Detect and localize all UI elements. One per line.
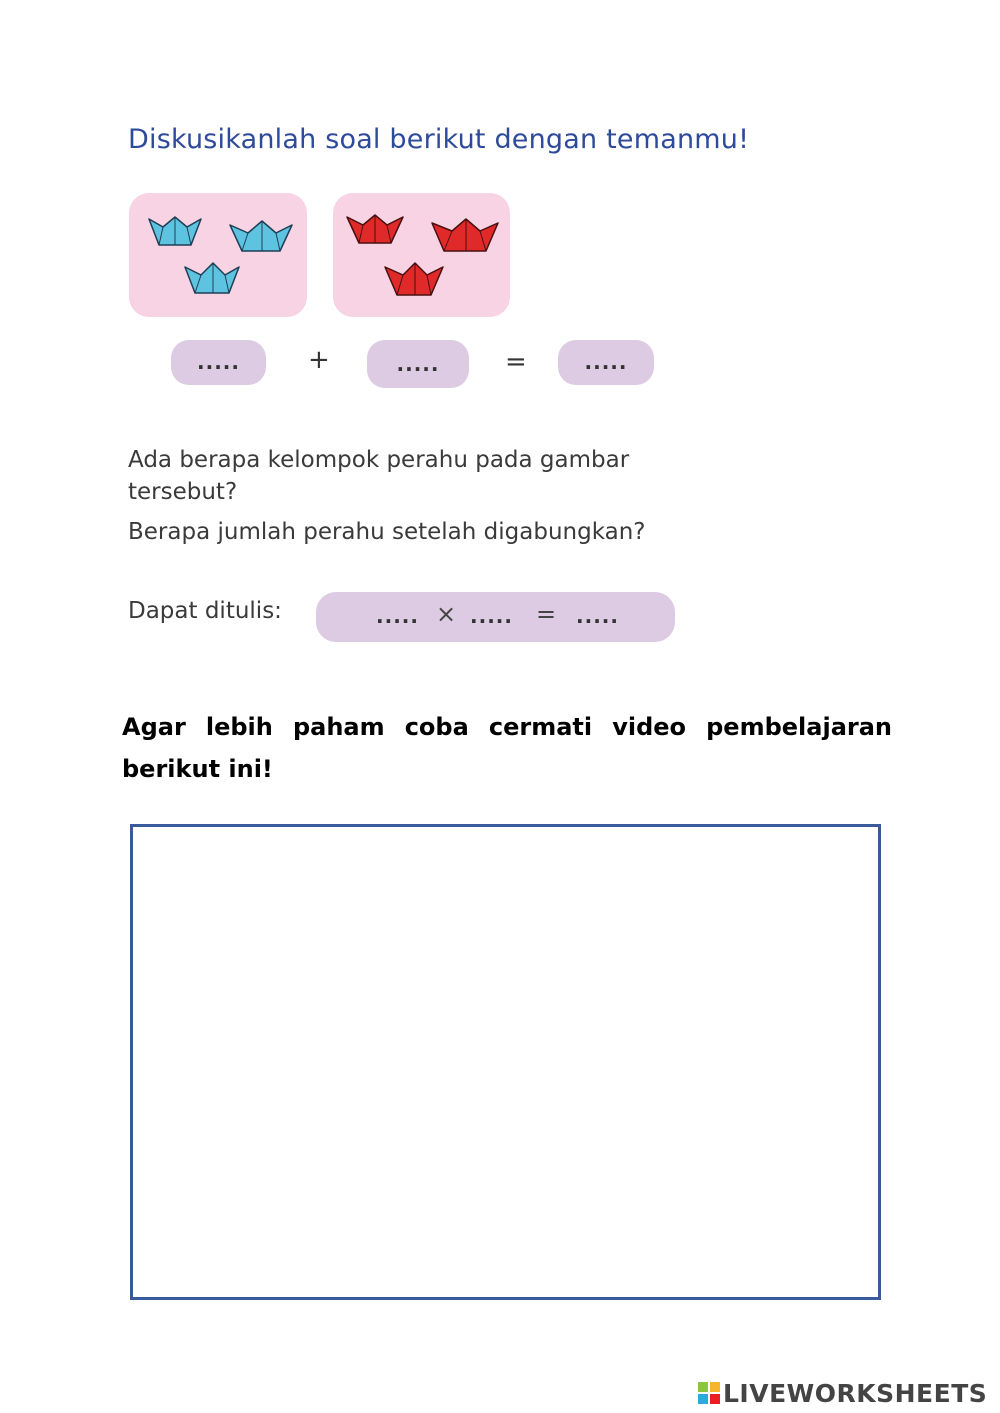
addition-blank-1[interactable]: ..... (171, 340, 266, 385)
formula-equals-sign: = (536, 600, 557, 628)
formula-blank-3[interactable]: ..... (576, 604, 619, 628)
addition-blank-2[interactable]: ..... (367, 340, 469, 388)
red-boat-group (333, 193, 510, 317)
equals-sign: = (505, 347, 527, 377)
formula-blank-1[interactable]: ..... (376, 604, 419, 628)
liveworksheets-logo-icon (697, 1381, 721, 1405)
blue-boat-icon (147, 215, 203, 247)
times-sign: × (436, 600, 457, 628)
red-boat-icon (430, 217, 500, 253)
video-instruction: Agar lebih paham coba cermati video pembelajaran berikut ini! (122, 713, 892, 783)
liveworksheets-logo (697, 1378, 987, 1408)
formula-label: Dapat ditulis: (128, 598, 282, 624)
red-boat-icon (345, 213, 405, 245)
question-total: Berapa jumlah perahu setelah digabungkan? (128, 519, 646, 545)
formula-blank-2[interactable]: ..... (470, 604, 513, 628)
blue-boat-group (129, 193, 307, 317)
formula-box (316, 592, 675, 642)
brand-name: LIVEWORKSHEETS (723, 1378, 988, 1408)
addition-blank-3[interactable]: ..... (558, 340, 654, 385)
red-boat-icon (383, 261, 445, 297)
video-frame[interactable] (130, 824, 881, 1300)
plus-sign: + (308, 345, 330, 375)
blue-boat-icon (183, 261, 241, 295)
blue-boat-icon (228, 219, 294, 253)
page-title: Diskusikanlah soal berikut dengan temanmu! (128, 124, 750, 155)
question-groups: Ada berapa kelompok perahu pada gambar tersebut? (128, 447, 630, 505)
